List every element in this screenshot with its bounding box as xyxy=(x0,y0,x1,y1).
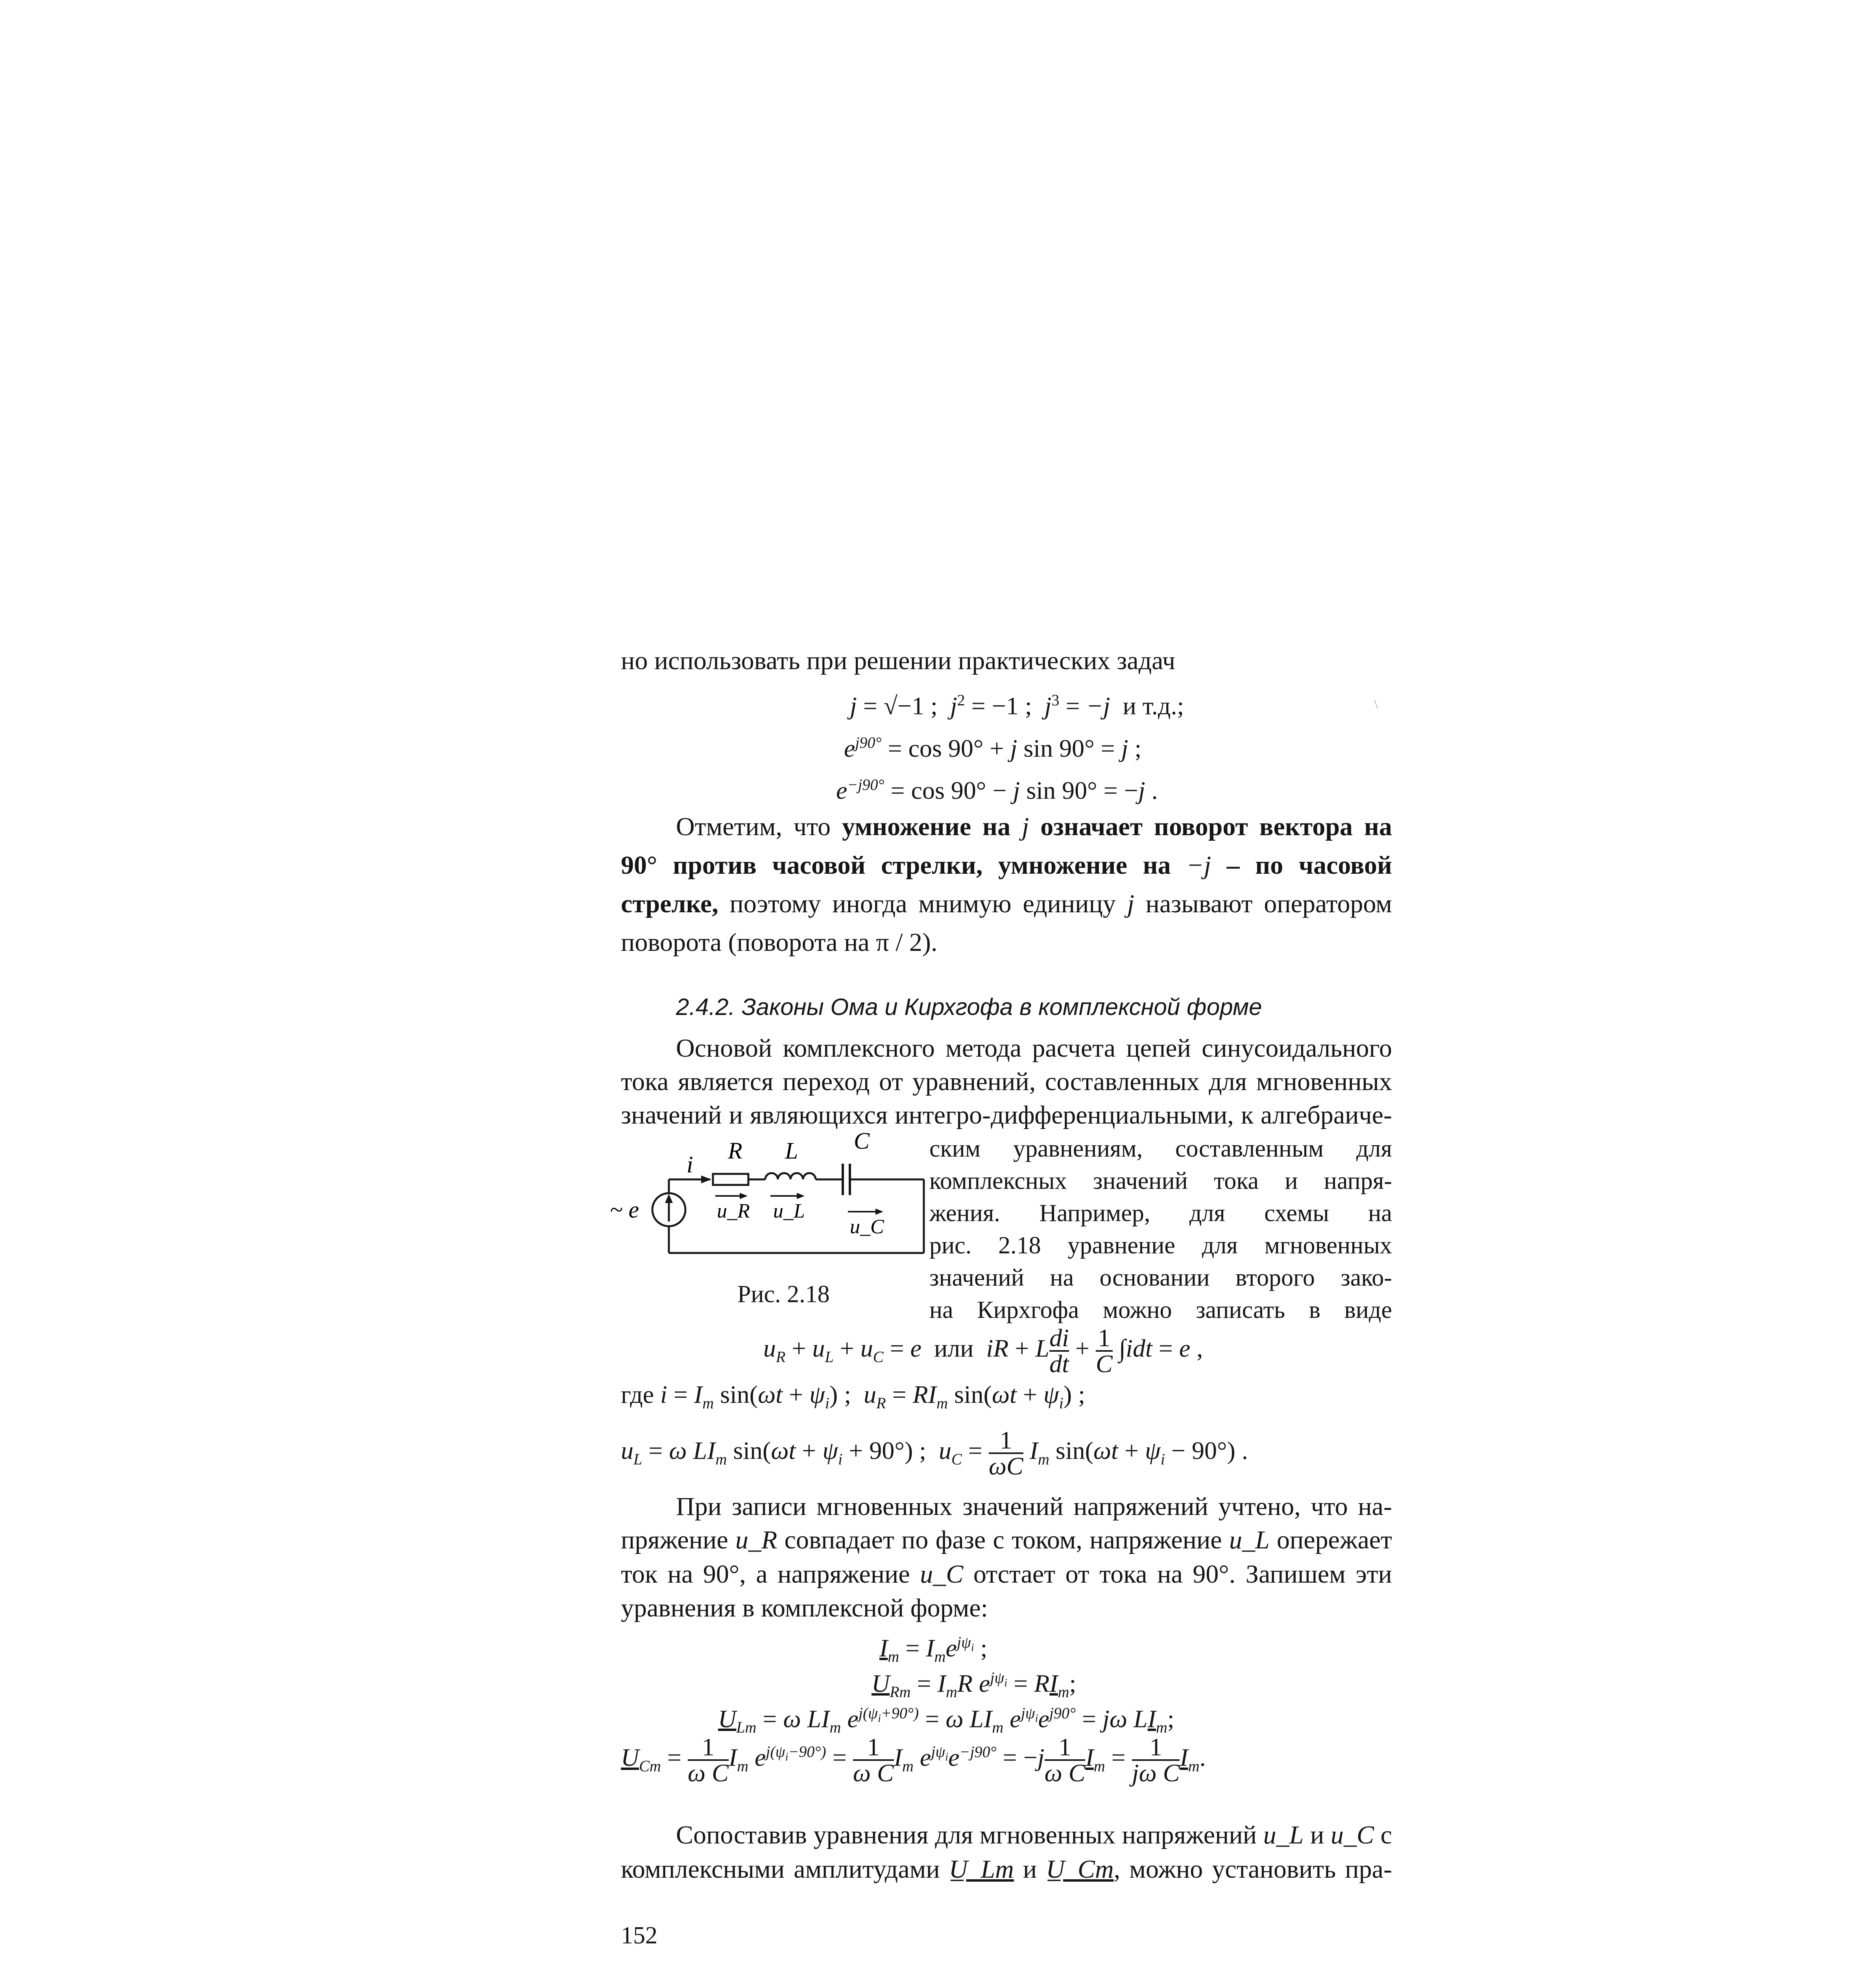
paragraph-line: ток на 90°, а напряжение u_C отстает от тока на 90°. Запишем эти xyxy=(621,1560,1392,1589)
label-source: ~ e xyxy=(610,1197,639,1223)
inductor-icon xyxy=(765,1173,816,1179)
paragraph-line: комплексных значений тока и напря- xyxy=(929,1168,1392,1194)
paragraph-line: рис. 2.18 уравнение для мгновенных xyxy=(929,1232,1392,1259)
label-uC: u_C xyxy=(850,1216,884,1238)
formula-uL-uC: $u_L = \omega$ $LI_m$ $\sin(\omega t + \psi_i + 90^\circ)$ ; $u_C$ = $\frac{1}{\omega C}$ $I_m$ $\sin(\omega t + \psi_i - 90^\circ)$ . xyxy=(621,1426,1248,1480)
paragraph-line: пряжение u_R совпадает по фазе с током, напряжение u_L опережает xyxy=(621,1526,1392,1554)
formula-e-j90: $e^{j90^\circ} = \cos 90^\circ + j$ sin 90° = j ; xyxy=(844,734,1142,762)
paragraph-line: стрелке, поэтому иногда мнимую единицу j называют оператором xyxy=(621,889,1392,918)
resistor-icon xyxy=(713,1174,748,1185)
paragraph-line: Сопоставив уравнения для мгновенных напряжений u_L и u_C с xyxy=(676,1821,1392,1849)
formula-URm: $U_{Rm} = I_mR$ $e^{j\psi_i} = RI_m$; xyxy=(872,1669,1076,1701)
paragraph-line: значений и являющихся интегро-дифференциальными, к алгебраиче- xyxy=(621,1101,1392,1129)
label-uR: u_R xyxy=(717,1200,750,1222)
label-C: C xyxy=(854,1133,870,1154)
page-number: 152 xyxy=(621,1922,657,1949)
formula-UCm: $U_{Cm}$ = $\frac{1}{\text{ω C}}$ $I_m$ $e^{j(\psi_i-90^\circ)}$ = $\frac{1}{\text{ω C}}$ $I_m$ $e^{j\psi_i}e^{-j90^\circ} = -j$ $\frac{1}{\text{ω C}}$ $I_m$ = $\frac{1}{\text{jω C}}$ $I_m$. xyxy=(621,1733,1206,1787)
paragraph-line: Основой комплексного метода расчета цепей синусоидального xyxy=(676,1034,1392,1063)
text-line: но использовать при решении практических задач xyxy=(621,646,1176,675)
formula-ULm: $U_{Lm} = \omega$ $LI_m$ $e^{j(\psi_i+90^\circ)} = \omega$ $LI_m$ $e^{j\psi_i}e^{j90^\circ} = j\omega$ $LI_m$; xyxy=(718,1704,1174,1736)
paragraph-line: При записи мгновенных значений напряжений учтено, что на- xyxy=(676,1492,1392,1521)
paragraph-line: тока является переход от уравнений, составленных для мгновенных xyxy=(621,1067,1392,1096)
paragraph-line: значений на основании второго зако- xyxy=(929,1264,1392,1291)
formula-e-minus-j90: $e^{-j90^\circ} = \cos 90^\circ - j$ sin 90° = −j . xyxy=(836,776,1158,805)
stray-mark: \ xyxy=(1374,697,1378,711)
paragraph-line: жения. Например, для схемы на xyxy=(929,1200,1392,1227)
label-L: L xyxy=(785,1138,798,1164)
formula-i-uR: где $i = I_m$ $\sin(\omega t + \psi_i)$ ; $u_R = RI_m$ $\sin(\omega t + \psi_i)$ ; xyxy=(621,1380,1085,1412)
label-uL: u_L xyxy=(773,1200,805,1222)
formula-j-powers: j = √−1 ; $j^2 = -1$ ; $j^3 = -j$ и т.д.; xyxy=(850,691,1184,720)
formula-Im: $I_m = I_me^{j\psi_i}$ ; xyxy=(879,1633,988,1666)
section-heading: 2.4.2. Законы Ома и Кирхгофа в комплексной форме xyxy=(676,994,1262,1020)
paragraph-line: уравнения в комплексной форме: xyxy=(621,1594,988,1622)
paragraph-line: на Кирхгофа можно записать в виде xyxy=(929,1297,1392,1323)
paragraph-line: комплексными амплитудами U̲_Lm и U̲_Cm, можно установить пра- xyxy=(621,1855,1392,1884)
circuit-diagram xyxy=(610,1133,932,1267)
formula-kvl: $u_R + u_L + u_C = e$ или iR + L $\frac{di}{dt}$ + $\frac{1}{C}$ ∫idt = e , xyxy=(763,1324,1203,1378)
label-i: i xyxy=(687,1151,693,1177)
paragraph-line: ским уравнениям, составленным для xyxy=(929,1135,1392,1162)
paragraph-line: Отметим, что умножение на j означает поворот вектора на xyxy=(676,812,1392,841)
figure-caption: Рис. 2.18 xyxy=(737,1281,830,1308)
label-R: R xyxy=(728,1138,742,1164)
paragraph-line: поворота (поворота на π / 2). xyxy=(621,928,938,957)
paragraph-line: 90° против часовой стрелки, умножение на −j – по часовой xyxy=(621,851,1392,880)
